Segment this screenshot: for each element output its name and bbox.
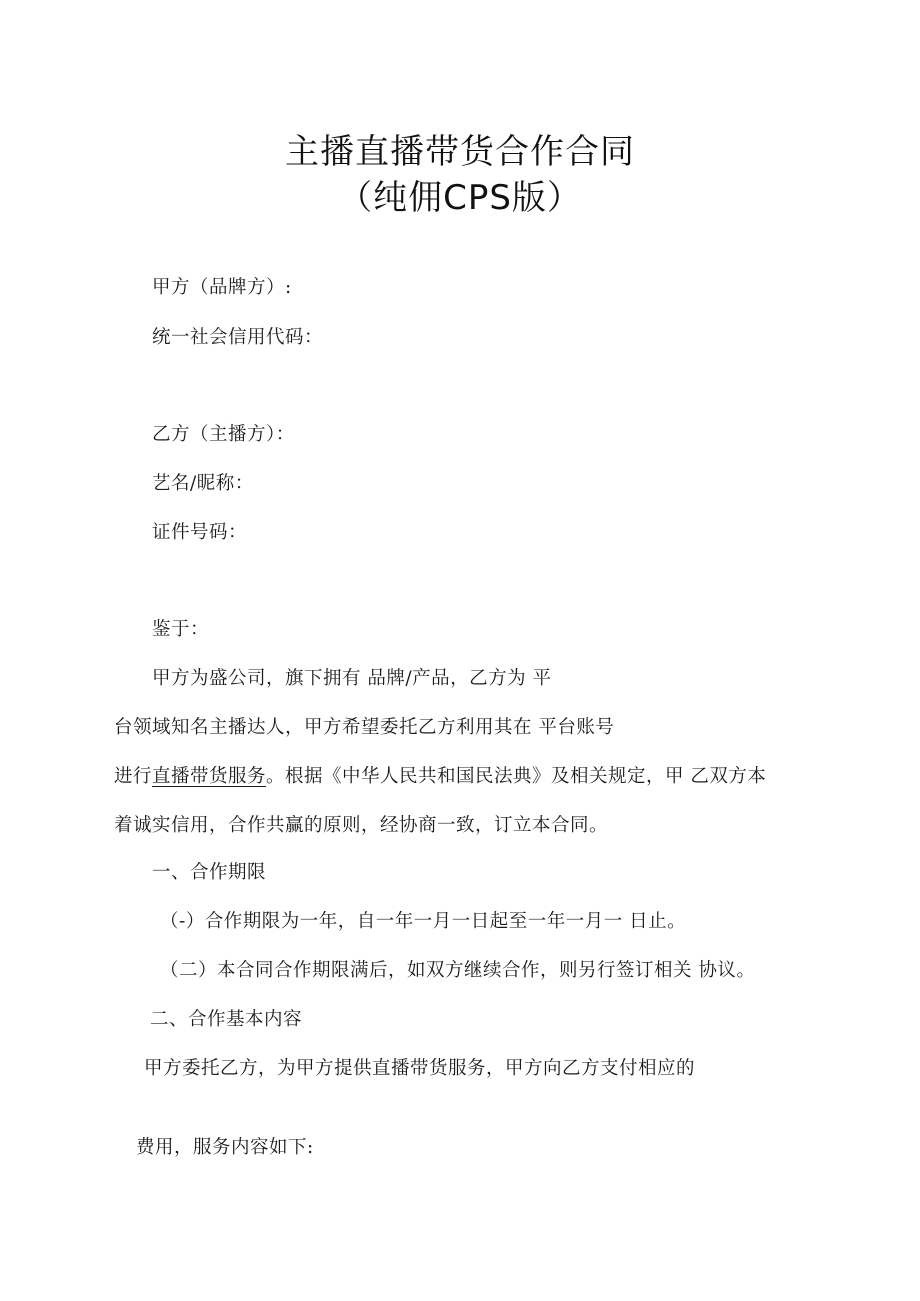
preamble-line-1: 甲方为盛公司，旗下拥有 品牌/产品，乙方为 平 xyxy=(152,668,552,689)
preamble-line-4: 着诚实信用，合作共赢的原则，经协商一致，订立本合同。 xyxy=(114,815,609,836)
preamble-line-3 xyxy=(114,764,766,790)
underlined-service-term: 直播带货服务 xyxy=(152,766,267,787)
preamble-line-2: 台领域知名主播达人，甲方希望委托乙方利用其在 平台账号 xyxy=(114,717,615,738)
section-2-heading: 二、合作基本内容 xyxy=(150,1009,303,1030)
section-1-item-1: （-）合作期限为一年，自一年一月一日起至一年一月一 日止。 xyxy=(160,911,687,932)
section-2-line-1: 甲方委托乙方，为甲方提供直播带货服务，甲方向乙方支付相应的 xyxy=(144,1058,696,1079)
credit-code-label: 统一社会信用代码： xyxy=(152,327,324,348)
section-1-item-2: （二）本合同合作期限满后，如双方继续合作，则另行签订相关 协议。 xyxy=(160,960,756,981)
party-a-label: 甲方（品牌方）: xyxy=(152,277,292,298)
id-number-label: 证件号码： xyxy=(152,522,248,543)
section-1-heading: 一、合作期限 xyxy=(152,862,267,883)
party-b-label: 乙方（主播方）： xyxy=(152,424,295,445)
document-subtitle: （纯佣CPS版） xyxy=(338,178,582,218)
preamble-line-3-suffix: 。根据《中华人民共和国民法典》及相关规定，甲 乙双方本 xyxy=(266,766,767,787)
document-title: 主播直播带货合作合同 xyxy=(285,132,635,172)
preamble-heading: 鉴于： xyxy=(152,619,210,640)
nickname-label: 艺名/昵称： xyxy=(152,473,254,494)
section-2-line-2: 费用，服务内容如下: xyxy=(136,1137,314,1158)
preamble-line-3-prefix: 进行 xyxy=(114,766,153,787)
